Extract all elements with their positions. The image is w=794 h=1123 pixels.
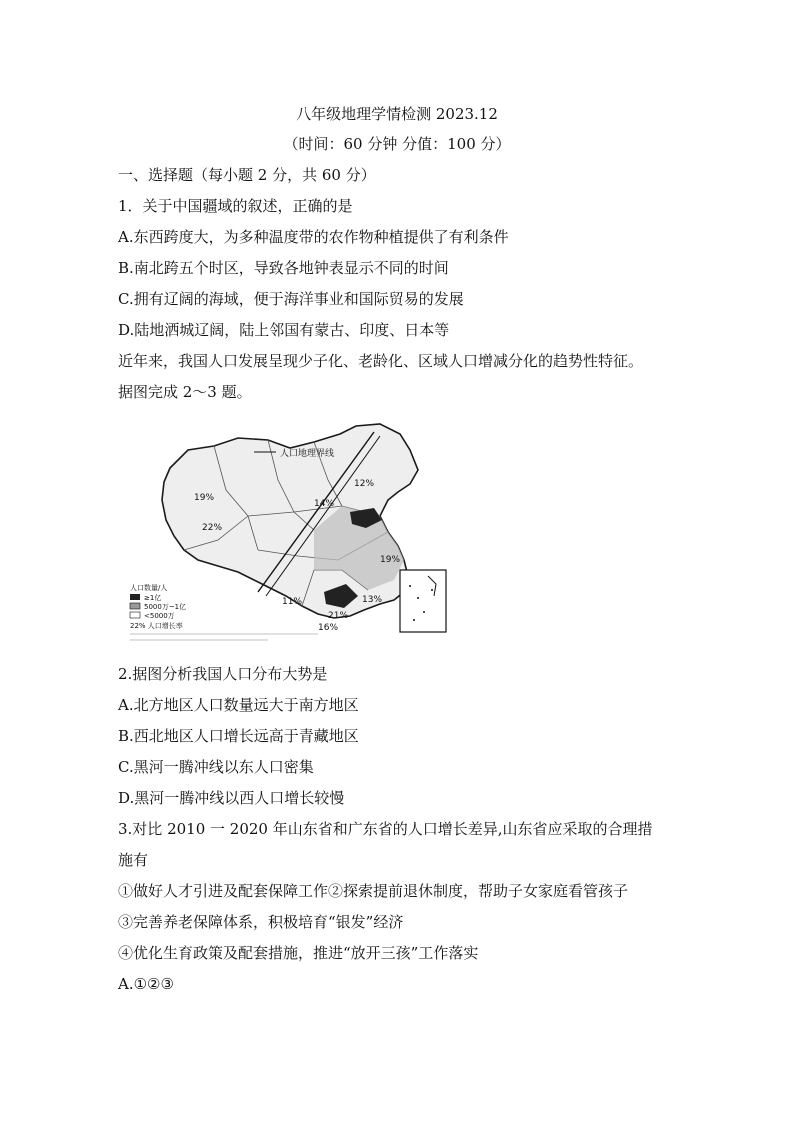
pct-label: 14%	[314, 499, 335, 509]
question-3-stem-line-1: 3.对比 2010 一 2020 年山东省和广东省的人口增长差异,山东省应采取的合理措	[118, 820, 653, 838]
pct-label: 19%	[380, 555, 401, 565]
question-3-option-a: A.①②③	[118, 975, 174, 993]
question-1-option-a: A.东西跨度大，为多种温度带的农作物种植提供了有利条件	[118, 228, 509, 246]
pct-label: 11%	[282, 597, 303, 607]
question-1-stem: 1．关于中国疆域的叙述，正确的是	[118, 197, 353, 215]
question-1-option-c: C.拥有辽阔的海域，便于海洋事业和国际贸易的发展	[118, 290, 464, 308]
question-2-option-b: B.西北地区人口增长远高于青藏地区	[118, 727, 359, 745]
line-label: 人口地理界线	[280, 449, 335, 459]
question-3-item-1: ①做好人才引进及配套保障工作②探索提前退休制度，帮助子女家庭看管孩子	[118, 882, 629, 900]
question-3-item-3: ④优化生育政策及配套措施，推进“放开三孩”工作落实	[118, 944, 479, 962]
pct-label: 13%	[362, 595, 383, 605]
question-1-option-d: D.陆地洒城辽阔，陆上邻国有蒙古、印度、日本等	[118, 321, 450, 339]
passage-line-1: 近年来，我国人口发展呈现少子化、老龄化、区域人口增减分化的趋势性特征。	[118, 352, 644, 370]
pct-label: 16%	[318, 623, 339, 633]
question-1-option-b: B.南北跨五个时区，导致各地钟表显示不同的时间	[118, 259, 449, 277]
pct-label: 12%	[354, 479, 375, 489]
legend-item: 5000万~1亿	[144, 603, 187, 611]
pct-label: 22%	[202, 523, 223, 533]
china-population-map	[118, 420, 452, 652]
question-2-option-a: A.北方地区人口数量远大于南方地区	[118, 696, 359, 714]
legend-item: <5000万	[144, 612, 175, 620]
legend-item: 22% 人口增长率	[130, 622, 183, 630]
question-3-stem-line-2: 施有	[118, 851, 149, 869]
passage-line-2: 据图完成 2～3 题。	[118, 383, 252, 401]
exam-title: 八年级地理学情检测 2023.12	[296, 105, 498, 123]
south-china-sea-inset	[400, 570, 446, 632]
question-2-option-d: D.黑河一腾冲线以西人口增长较慢	[118, 789, 345, 807]
pct-label: 21%	[328, 611, 349, 621]
section-heading: 一、选择题（每小题 2 分，共 60 分）	[118, 166, 376, 184]
legend-item: ≥1亿	[144, 594, 162, 602]
pct-label: 19%	[194, 493, 215, 503]
question-2-option-c: C.黑河一腾冲线以东人口密集	[118, 758, 314, 776]
question-3-item-2: ③完善养老保障体系，积极培育“银发”经济	[118, 913, 404, 931]
question-2-stem: 2.据图分析我国人口分布大势是	[118, 665, 328, 683]
legend-title: 人口数量/人	[130, 584, 168, 592]
exam-subtitle: （时间：60 分钟 分值：100 分）	[283, 135, 511, 153]
